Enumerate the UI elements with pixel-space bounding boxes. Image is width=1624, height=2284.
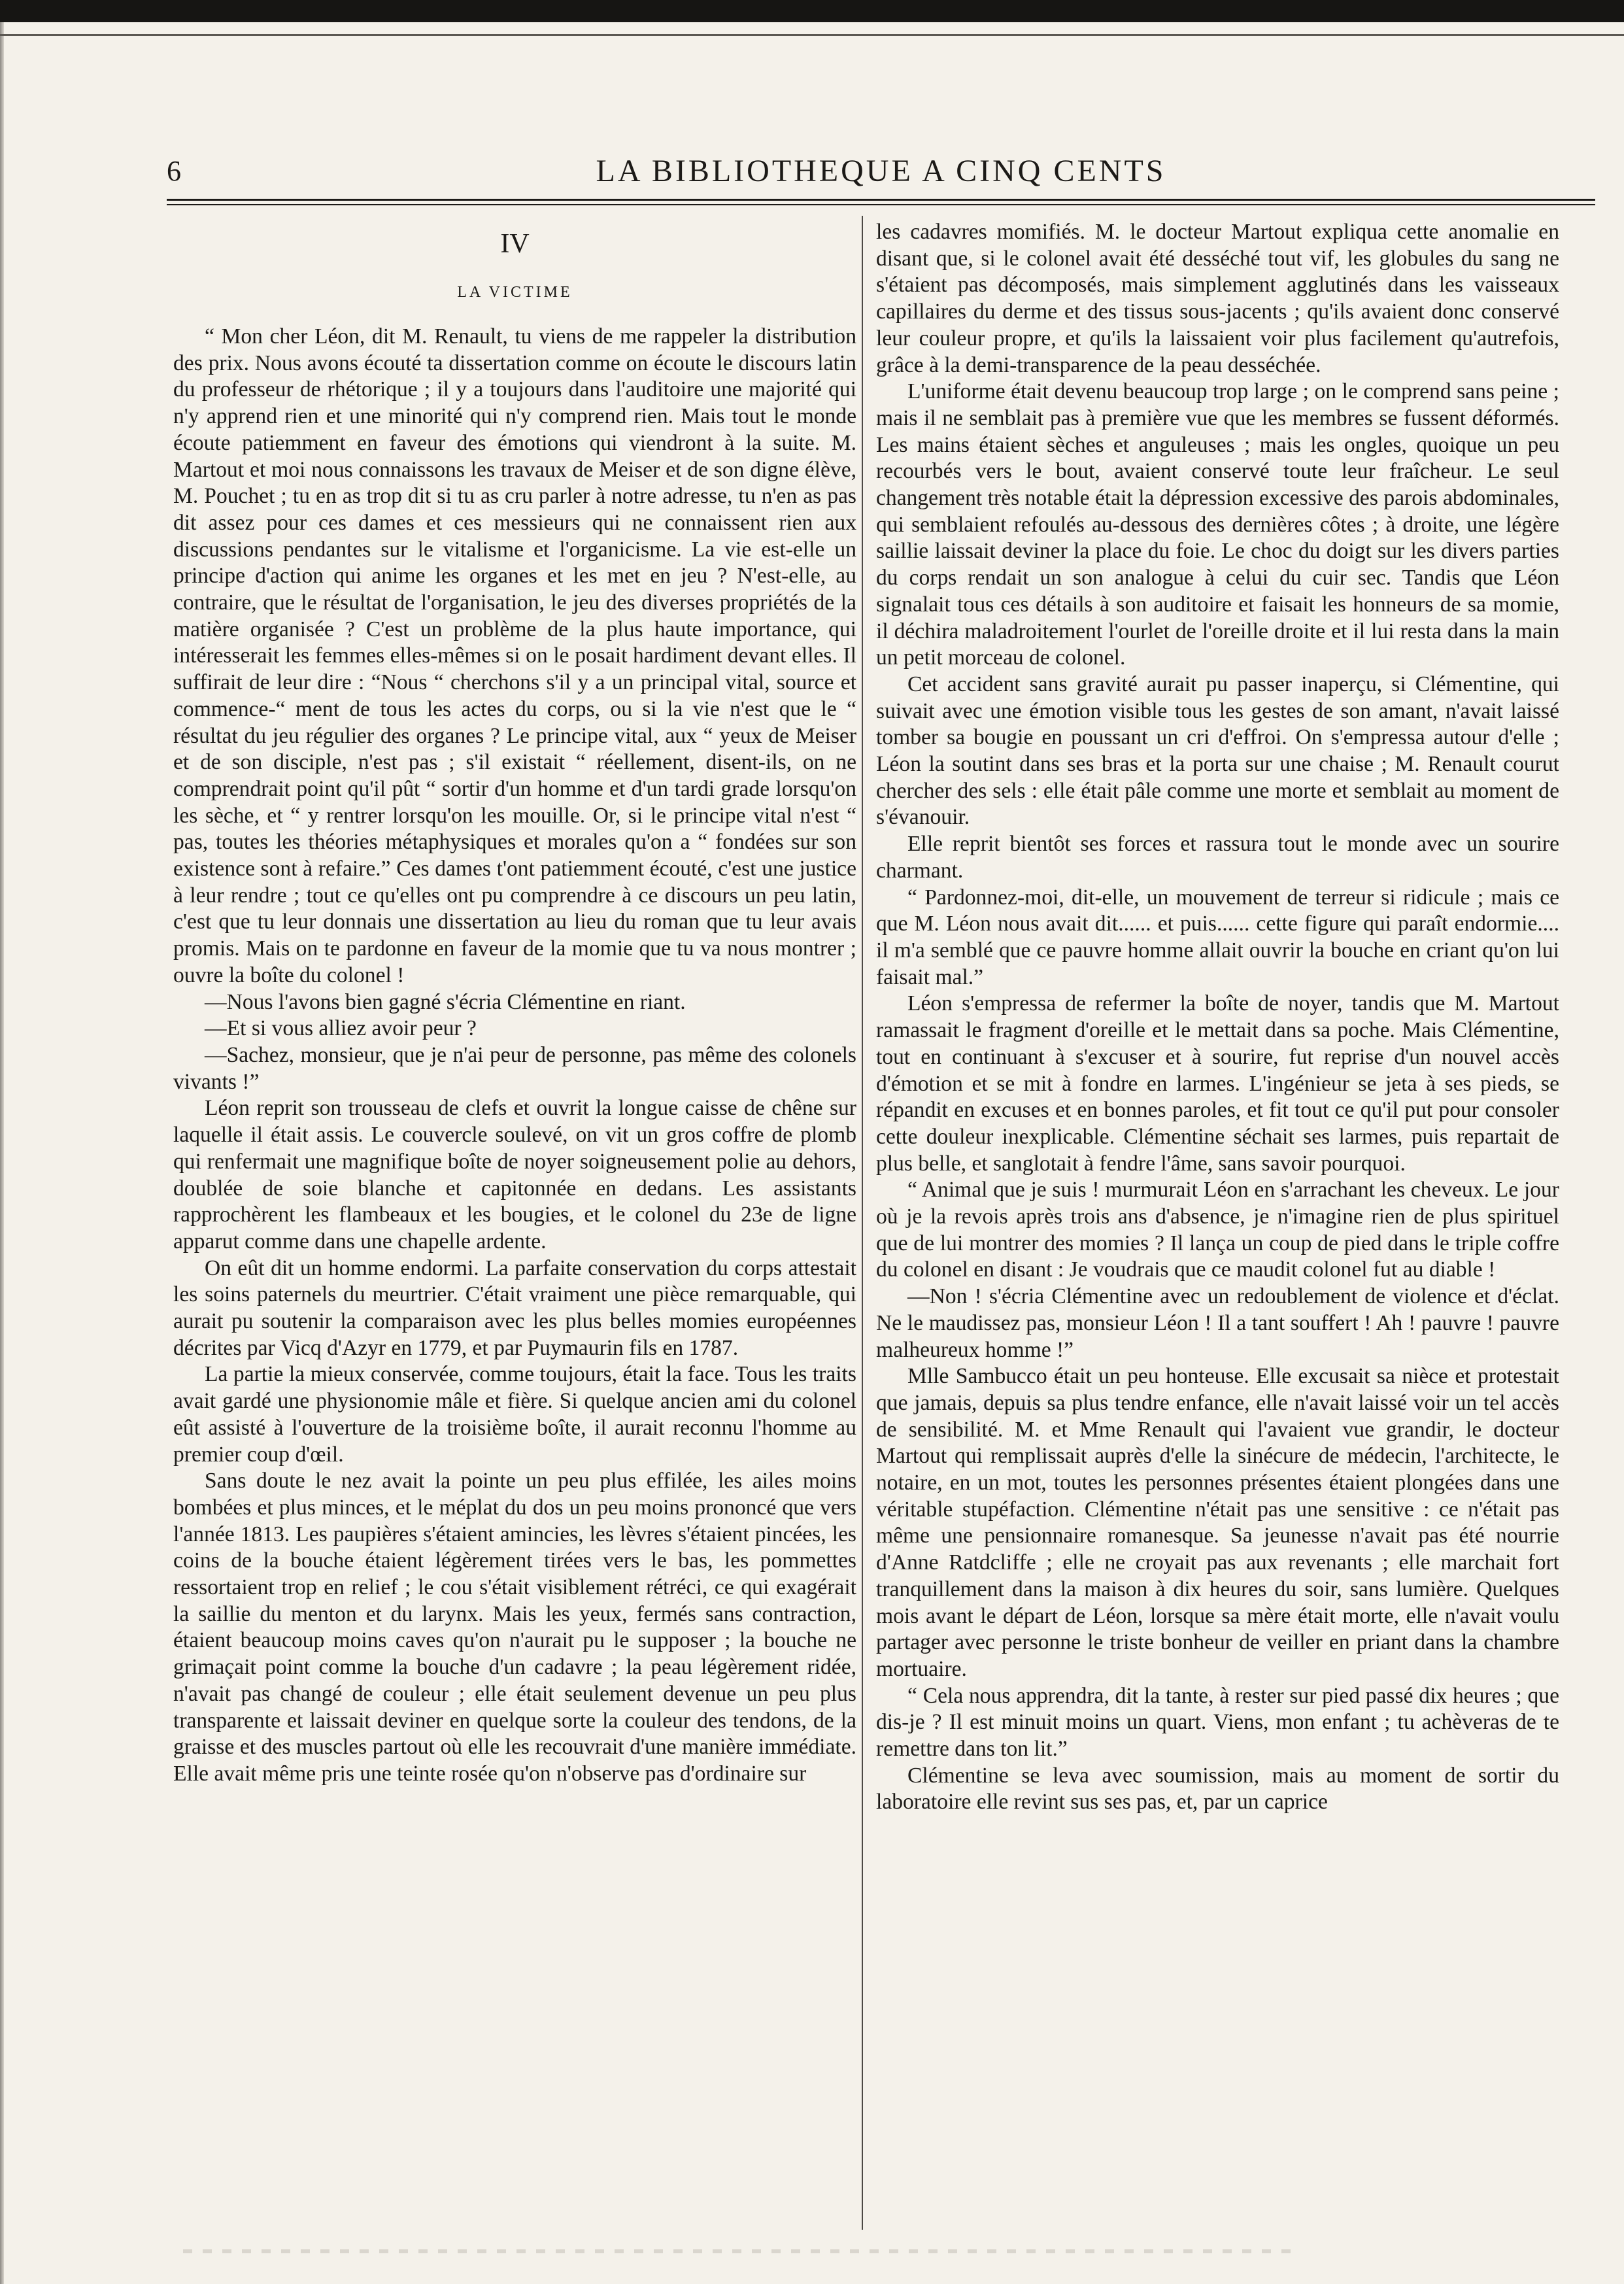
paragraph: “ Animal que je suis ! murmurait Léon en s'arrachant les cheveux. Le jour où je la revois après trois ans d'absence, je n'imagine rien de plus spirituel que de lui montrer des momies ? Il lança un coup de pied dans le triple coffre du colonel en disant : Je voudrais que ce maudit colonel fut au diable ! (876, 1178, 1559, 1282)
header-rule-bottom (167, 204, 1595, 205)
paragraph: “ Cela nous apprendra, dit la tante, à rester sur pied passé dix heures ; que dis-je ? Il est minuit moins un quart. Viens, mon enfant ; tu achèveras de te remettre dans ton lit.” (876, 1683, 1559, 1762)
paragraph: Clémentine se leva avec soumission, mais au moment de sortir du laboratoire elle revint sus ses pas, et, par un caprice (876, 1763, 1559, 1815)
paragraph: —Sachez, monsieur, que je n'ai peur de personne, pas même des colonels vivants !” (173, 1042, 856, 1094)
paragraph: —Non ! s'écria Clémentine avec un redoublement de violence et d'éclat. Ne le maudissez pas, monsieur Léon ! Il a tant souffert ! Ah ! pauvre ! pauvre malheureux homme !” (876, 1284, 1559, 1362)
bottom-scan-noise (183, 2249, 1294, 2253)
paragraph: L'uniforme était devenu beaucoup trop large ; on le comprend sans peine ; mais il ne semblait pas à première vue que les membres se fussent déformés. Les mains étaient sèches et anguleuses ; mais les ongles, quoique un peu recourbés vers le bout, avaient conservé toute leur fraîcheur. Le seul changement très notable était la dépression excessive des parois abdominales, qui semblaient refoulés au-dessous des dernières côtes ; à droite, une légère saillie laissait deviner la place du foie. Le choc du doigt sur les divers parties du corps rendait un son analogue à celui du cuir sec. Tandis que Léon signalait tous ces détails à son auditoire et faisait les honneurs de sa momie, il déchira maladroitement l'ourlet de l'oreille droite et il lui resta dans la main un petit morceau de colonel. (876, 379, 1559, 670)
right-column (876, 219, 1559, 2220)
top-scan-border (0, 0, 1624, 22)
paragraph: On eût dit un homme endormi. La parfaite conservation du corps attestait les soins paternels du meurtrier. C'était vraiment une pièce remarquable, qui aurait pu soutenir la comparaison avec les plus belles momies européennes décrites par Vicq d'Azyr en 1779, et par Puymaurin fils en 1787. (173, 1255, 856, 1360)
chapter-number: IV (500, 229, 530, 259)
running-title: LA BIBLIOTHEQUE A CINQ CENTS (596, 154, 1166, 188)
paragraph: La partie la mieux conservée, comme toujours, était la face. Tous les traits avait gardé une physionomie mâle et fière. Si quelque ancien ami du colonel eût assisté à l'ouverture de la troisième boîte, il aurait reconnu l'homme au premier coup d'œil. (173, 1362, 856, 1467)
page-header (167, 150, 1595, 197)
paragraph: Sans doute le nez avait la pointe un peu plus effilée, les ailes moins bombées et plus minces, et le méplat du dos un peu moins prononcé que vers l'année 1813. Les paupières s'étaient amincies, les lèvres s'étaient pincées, les coins de la bouche étaient légèrement tirées vers le bas, les pommettes ressortaient trop en relief ; le cou s'était visiblement rétréci, ce qui exagérait la saillie du menton et du larynx. Mais les yeux, fermés sans contraction, étaient beaucoup moins caves qu'on n'aurait pu le supposer ; la bouche ne grimaçait point comme la bouche d'un cadavre ; la peau légèrement ridée, n'avait pas changé de couleur ; elle était seulement devenue un peu plus transparente et laissait deviner en quelque sorte la couleur des tendons, de la graisse et des muscles partout où elle les recouvrait d'une manière immédiate. Elle avait même pris une teinte rosée qu'on n'observe pas d'ordinaire sur (173, 1469, 856, 1786)
paragraph: “ Pardonnez-moi, dit-elle, un mouvement de terreur si ridicule ; mais ce que M. Léon nous avait dit...... et puis...... cette figure qui paraît endormie.... il m'a semblé que ce pauvre homme allait ouvrir la bouche en criant qu'on lui faisait mal.” (876, 885, 1559, 989)
paragraph: —Nous l'avons bien gagné s'écria Clémentine en riant. (205, 989, 686, 1014)
chapter-title: LA VICTIME (457, 284, 573, 301)
paragraph: Léon reprit son trousseau de clefs et ouvrit la longue caisse de chêne sur laquelle il était assis. Le couvercle soulevé, on vit un gros coffre de plomb qui renfermait une magnifique boîte de noyer soigneusement polie au dehors, doublée de soie blanche et capitonnée en dedans. Les assistants rapprochèrent les flambeaux et les bougies, et le colonel du 23e de ligne apparut comme dans une chapelle ardente. (173, 1096, 856, 1253)
paragraph: —Et si vous alliez avoir peur ? (205, 1016, 477, 1041)
page-edge-shadow (0, 0, 4, 2284)
top-thin-rule (0, 34, 1624, 36)
paragraph: Léon s'empressa de refermer la boîte de noyer, tandis que M. Martout ramassait le fragment d'oreille et le mettait dans sa poche. Mais Clémentine, tout en continuant à s'excuser et à sourire, fut reprise d'un nouvel accès d'émotion et se mit à fondre en larmes. L'ingénieur se jeta à ses pieds, se répandit en excuses et en bonnes paroles, et fit tout ce qu'il put pour consoler cette douleur inexplicable. Clémentine séchait ses larmes, puis repartait de plus belle, et sanglotait à fendre l'âme, sans savoir pourquoi. (876, 991, 1559, 1176)
left-column (173, 219, 856, 2220)
page-number: 6 (167, 155, 181, 187)
header-rule-top (167, 199, 1595, 201)
paragraph: les cadavres momifiés. M. le docteur Martout expliqua cette anomalie en disant que, si le colonel avait été desséché tout vif, les globules du sang ne s'étaient pas décomposés, mais simplement agglutinés dans les vaisseaux capillaires du derme et des tissus sous-jacents ; qu'ils avaient donc conservé leur couleur propre, et qu'ils la laissaient voir plus facilement qu'autrefois, grâce à la demi-transparence de la peau desséchée. (876, 220, 1559, 377)
paragraph: Elle reprit bientôt ses forces et rassura tout le monde avec un sourire charmant. (876, 832, 1559, 883)
column-divider (862, 216, 863, 2230)
paragraph: Mlle Sambucco était un peu honteuse. Elle excusait sa nièce et protestait que jamais, depuis sa plus tendre enfance, elle n'avait laissé voir un tel accès de sensibilité. M. et Mme Renault qui l'avaient vue grandir, le docteur Martout qui remplissait auprès d'elle la sinécure de médecin, l'architecte, le notaire, en un mot, toutes les personnes présentes étaient plongées dans une véritable stupéfaction. Clémentine n'était pas une sensitive : ce n'était pas même une pensionnaire romanesque. Sa jeunesse n'avait pas été nourrie d'Anne Ratdcliffe ; elle ne croyait pas aux revenants ; elle marchait fort tranquillement dans la maison à dix heures du soir, sans lumière. Quelques mois avant le départ de Léon, lorsque sa mère était morte, elle n'avait voulu partager avec personne le triste bonheur de veiller en priant dans la chambre mortuaire. (876, 1364, 1559, 1681)
paragraph: Cet accident sans gravité aurait pu passer inaperçu, si Clémentine, qui suivait avec une émotion visible tous les gestes de son amant, n'avait laissé tomber sa bougie en poussant un cri d'effroi. On s'empressa autour d'elle ; Léon la soutint dans ses bras et la porta sur une chaise ; M. Renault courut chercher des sels : elle était pâle comme une morte et semblait au moment de s'évanouir. (876, 672, 1559, 830)
paragraph: “ Mon cher Léon, dit M. Renault, tu viens de me rappeler la distribution des prix. Nous avons écouté ta dissertation comme on écoute le discours latin du professeur de rhétorique ; il y a toujours dans l'auditoire une majorité qui n'y apprend rien et une minorité qui n'y comprend rien. Mais tout le monde écoute patiemment en faveur des émotions qui viendront à la suite. M. Martout et moi nous connaissons les travaux de Meiser et de son digne élève, M. Pouchet ; tu en as trop dit si tu as cru parler à notre adresse, tu n'en as pas dit assez pour ces dames et ces messieurs qui ne connaissent rien aux discussions pendantes sur le vitalisme et l'organicisme. La vie est-elle un principe d'action qui anime les organes et les met en jeu ? N'est-elle, au contraire, que le résultat de l'organisation, le jeu des diverses propriétés de la matière organisée ? C'est un problème de la plus haute importance, qui intéresserait les femmes elles-mêmes si on le posait hardiment devant elles. Il suffirait de leur dire : “Nous “ cherchons s'il y a un principal vital, source et commence-“ ment de tous les actes du corps, ou si la vie n'est que le “ résultat du jeu régulier des organes ? Le principe vital, aux “ yeux de Meiser et de son disciple, n'est pas ; s'il existait “ réellement, disent-ils, on ne comprendrait point qu'il pût “ sortir d'un homme et d'un tardi grade lorsqu'on les sèche, et “ y rentrer lorsqu'on les mouille. Or, si le principe vital n'est “ pas, toutes les théories métaphysiques et morales qu'on a “ fondées sur son existence sont à refaire.” Ces dames t'ont patiemment écouté, c'est une justice à leur rendre ; tout ce qu'elles ont pu comprendre à ce discours un peu latin, c'est que tu leur donnais une dissertation au lieu du roman que tu leur avais promis. Mais on te pardonne en faveur de la momie que tu va nous montrer ; ouvre la boîte du colonel ! (173, 324, 856, 987)
